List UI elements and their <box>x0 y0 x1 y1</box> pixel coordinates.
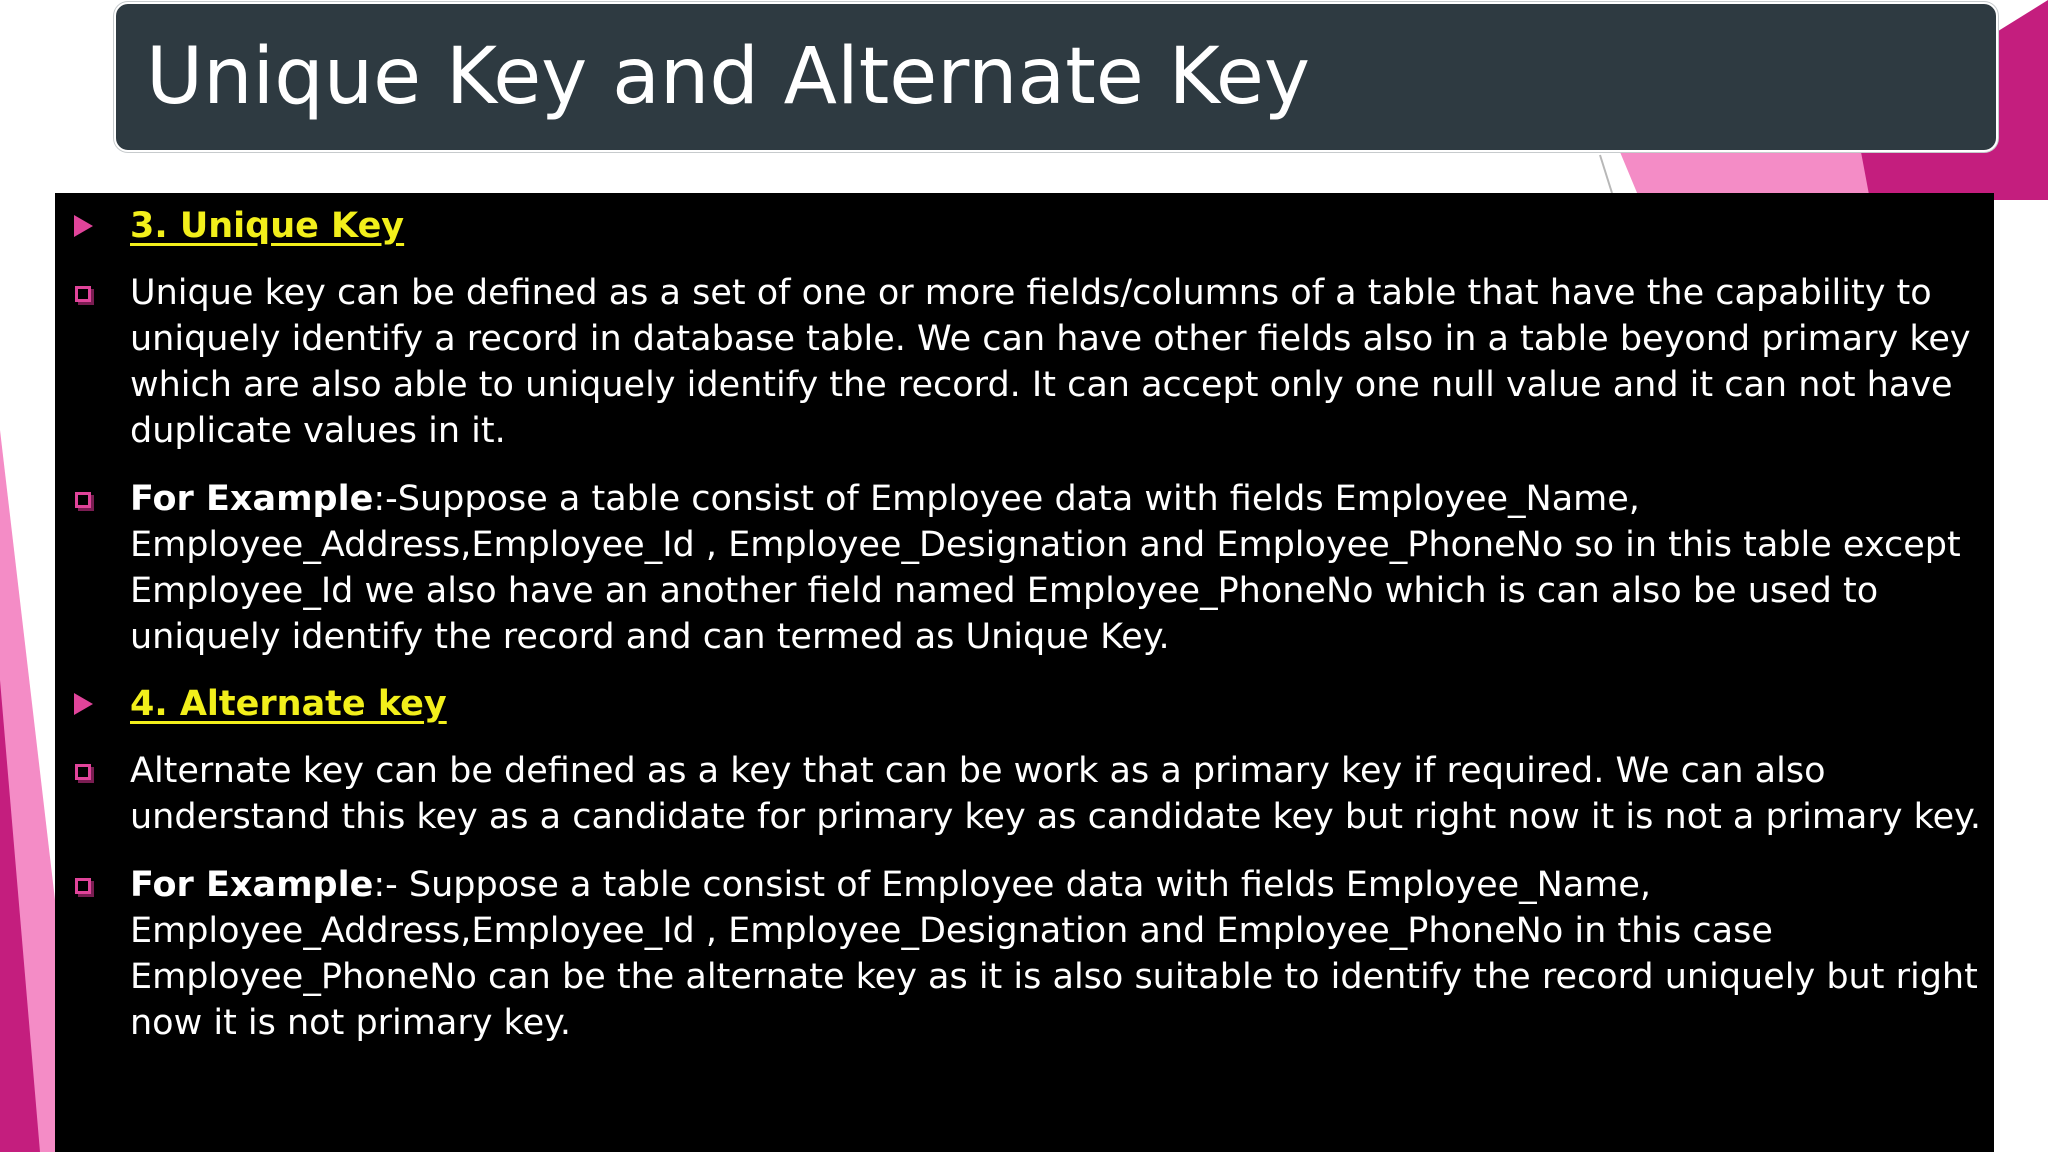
content-panel <box>55 193 1994 1152</box>
square-bullet-icon <box>72 748 112 794</box>
slide-title: Unique Key and Alternate Key <box>146 32 1310 122</box>
alternate-key-example-text: :- Suppose a table consist of Employee data with fields Employee_Name, Employee_Address,Employee_Id , Employee_Designation and Employee_PhoneNo in this case Employee_PhoneNo can be the alternate key as it is also suitable to identify the record uniquely but right now it is not primary key. <box>130 865 1978 1043</box>
alternate-key-definition-item <box>130 748 2030 840</box>
unique-key-definition-item <box>130 270 2030 454</box>
alternate-key-definition: Alternate key can be defined as a key that can be work as a primary key if required. We can also understand this key as a candidate for primary key as candidate key but right now it is not a primary key. <box>130 751 1982 837</box>
square-bullet-icon <box>72 476 112 522</box>
unique-key-heading: 3. Unique Key <box>130 206 405 246</box>
alternate-key-heading-item <box>130 681 2030 727</box>
unique-key-example-text: :-Suppose a table consist of Employee data with fields Employee_Name, Employee_Address,Employee_Id , Employee_Designation and Employee_PhoneNo so in this table except Employee_Id we also have an another field named Employee_PhoneNo which is can also be used to uniquely identify the record and can termed as Unique Key. <box>130 479 1961 657</box>
alternate-key-example-label: For Example <box>130 865 374 905</box>
alternate-key-heading: 4. Alternate key <box>130 684 447 724</box>
thin-accent-line <box>1600 155 1612 193</box>
square-bullet-icon <box>72 270 112 316</box>
triangle-bullet-icon <box>72 203 112 249</box>
unique-key-example-item <box>130 476 2030 660</box>
triangle-bullet-icon <box>72 681 112 727</box>
unique-key-heading-item <box>130 203 2030 249</box>
unique-key-definition: Unique key can be defined as a set of one or more fields/columns of a table that have the capability to uniquely identify a record in database table. We can have other fields also in a table beyond primary key which are also able to uniquely identify the record. It can accept only one null value and it can not have duplicate values in it. <box>130 273 1971 451</box>
unique-key-example-label: For Example <box>130 479 374 519</box>
alternate-key-example-item <box>130 862 2030 1046</box>
title-bar <box>114 2 1998 152</box>
square-bullet-icon <box>72 862 112 908</box>
